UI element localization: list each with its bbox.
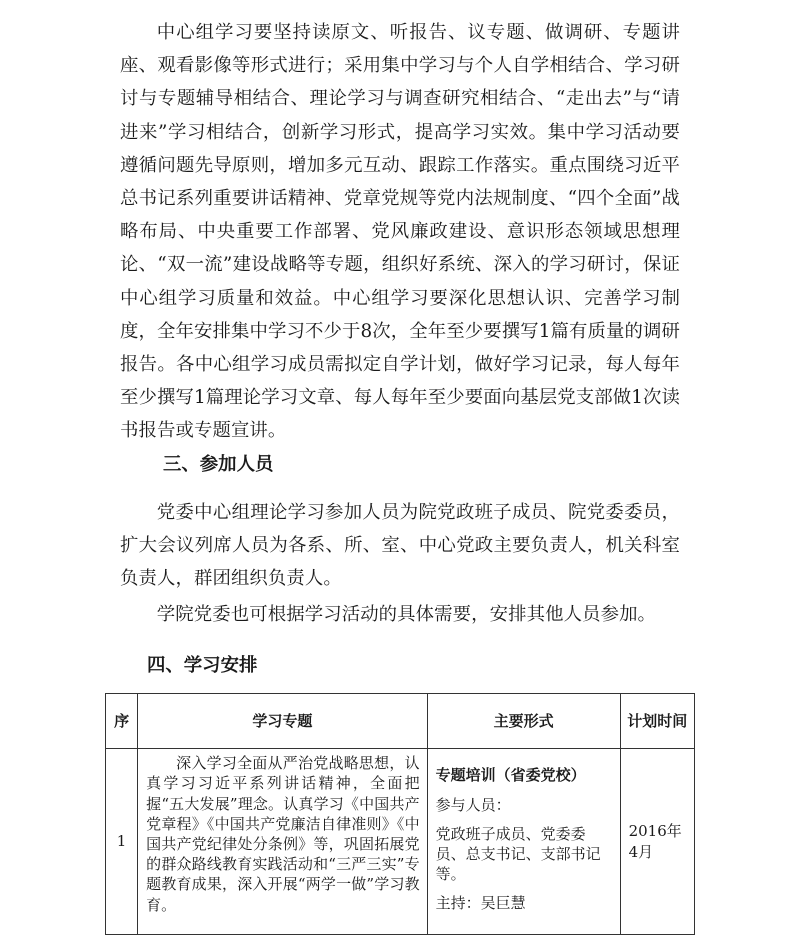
header-number: 序 xyxy=(106,694,138,749)
row-time: 2016年4月 xyxy=(620,749,694,935)
heading-participants: 三、参加人员 xyxy=(163,454,274,475)
paragraph-study-methods: 中心组学习要坚持读原文、听报告、议专题、做调研、专题讲座、观看影像等形式进行；采用集中学习与个人自学相结合、学习研讨与专题辅导相结合、理论学习与调查研究相结合、“走出去”与“请进来”学习相结合，创新学习形式，提高学习实效。集中学习活动要遵循问题先导原则，增加多元互动、跟踪工作落实。重点围绕习近平总书记系列重要讲话精神、党章党规等党内法规制度、“四个全面”战略布局、中央重要工作部署、党风廉政建设、意识形态领域思想理论、“双一流”建设战略等专题，组织好系统、深入的学习研讨，保证中心组学习质量和效益。中心组学习要深化思想认识、完善学习制度，全年安排集中学习不少于8次，全年至少要撰写1篇有质量的调研报告。各中心组学习成员需拟定自学计划，做好学习记录，每人每年至少撰写1篇理论学习文章、每人每年至少要面向基层党支部做1次读书报告或专题宣讲。 xyxy=(120,22,680,442)
participants-list: 党政班子成员、党委委员、总支书记、支部书记等。 xyxy=(435,824,601,884)
table-header-row xyxy=(106,694,695,749)
heading-study-schedule: 四、学习安排 xyxy=(147,655,258,676)
row-number: 1 xyxy=(106,749,138,935)
header-time: 计划时间 xyxy=(620,694,694,749)
paragraph-other-participants: 学院党委也可根据学习活动的具体需要，安排其他人员参加。 xyxy=(156,604,657,625)
paragraph-participants: 党委中心组理论学习参加人员为院党政班子成员、院党委委员，扩大会议列席人员为各系、所、室、中心党政主要负责人，机关科室负责人，群团组织负责人。 xyxy=(120,502,680,590)
form-title: 专题培训（省委党校） xyxy=(435,766,586,785)
header-form: 主要形式 xyxy=(427,694,620,749)
study-schedule-table xyxy=(105,693,695,935)
host: 主持：吴巨慧 xyxy=(435,894,526,913)
header-topic: 学习专题 xyxy=(138,694,427,749)
row-form xyxy=(427,749,620,935)
row-topic: 深入学习全面从严治党战略思想，认真学习习近平系列讲话精神，全面把握“五大发展”理念。认真学习《中国共产党章程》《中国共产党廉洁自律准则》《中国共产党纪律处分条例》等，巩固拓展党的群众路线教育实践活动和“三严三实”专题教育成果，深入开展“两学一做”学习教育。 xyxy=(138,749,427,935)
participants-label: 参与人员： xyxy=(435,795,511,814)
table-row xyxy=(106,749,695,935)
